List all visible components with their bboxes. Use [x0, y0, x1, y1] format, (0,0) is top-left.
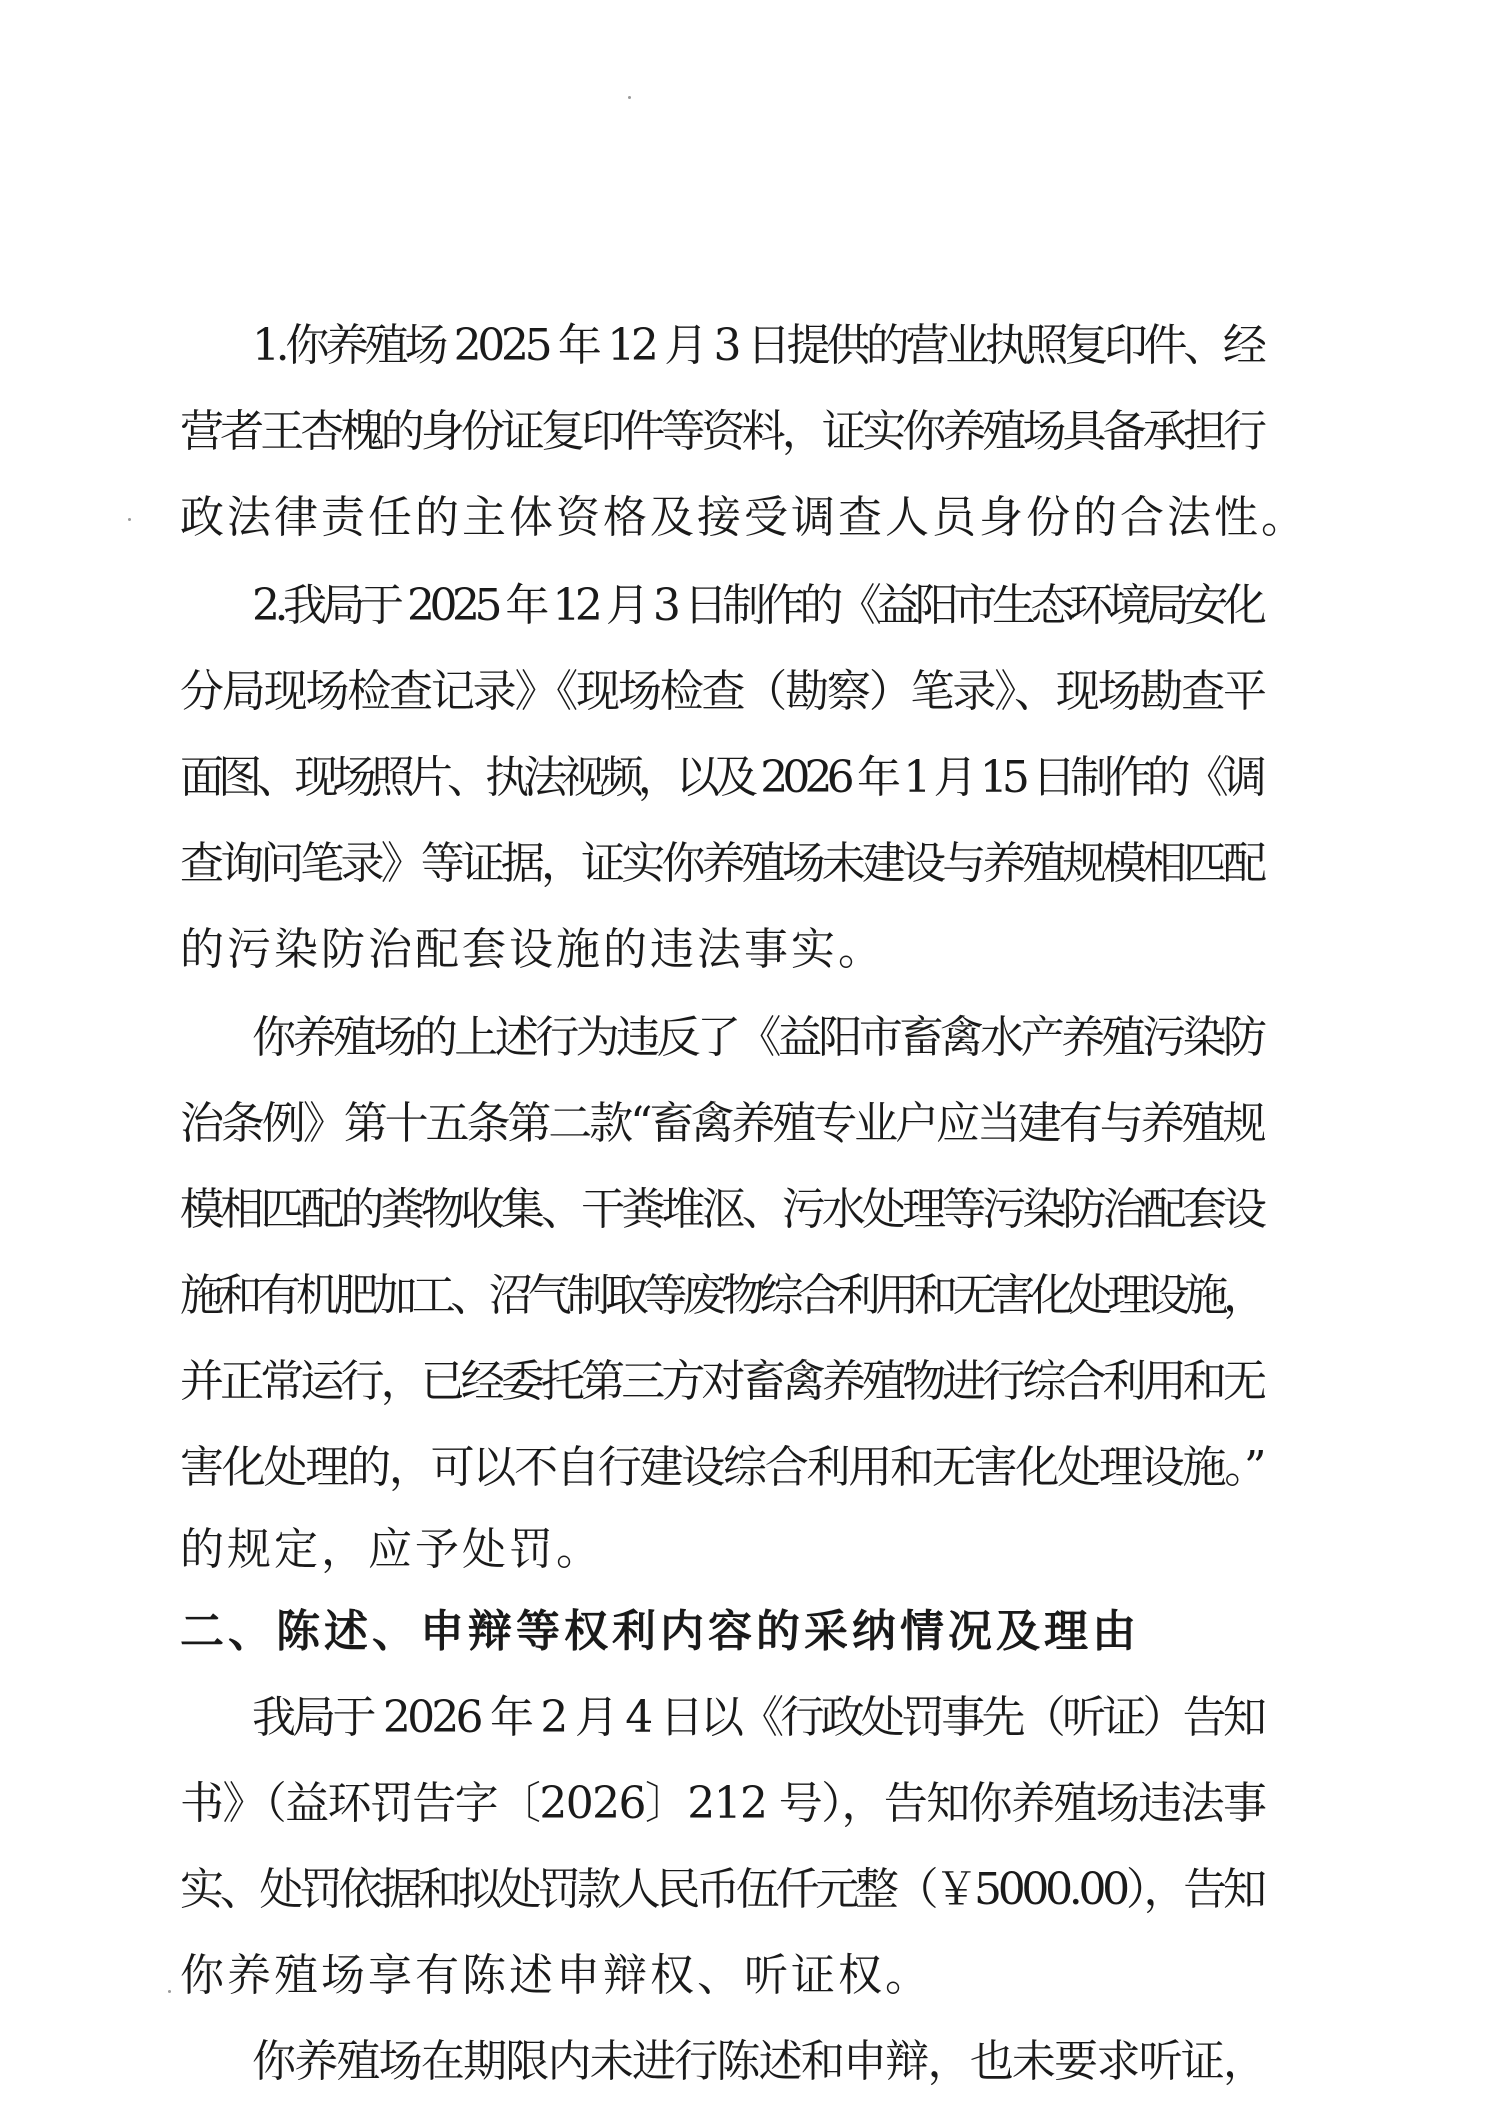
paragraph-1-line-1: 1.你养殖场 2025 年 12 月 3 日提供的营业执照复印件、经: [252, 320, 1263, 371]
section-heading-2: 二、陈述、申辩等权利内容的采纳情况及理由: [180, 1606, 1140, 1657]
paragraph-3-line-2: 治条例》第十五条第二款“畜禽养殖专业户应当建有与养殖规: [180, 1098, 1264, 1149]
paragraph-4-line-1: 我局于 2026 年 2 月 4 日以《行政处罚事先（听证）告知: [252, 1692, 1264, 1743]
scan-speck: [168, 1990, 171, 1993]
paragraph-2-line-5: 的污染防治配套设施的违法事实。: [180, 924, 885, 975]
paragraph-5-line-1: 你养殖场在期限内未进行陈述和申辩，也未要求听证，: [252, 2036, 1266, 2087]
paragraph-4-line-2: 书》（益环罚告字〔2026〕212 号），告知你养殖场违法事: [180, 1778, 1266, 1829]
paragraph-2-line-1: 2.我局于 2025 年 12 月 3 日制作的《益阳市生态环境局安化: [252, 580, 1262, 631]
paragraph-3-line-3: 模相匹配的粪物收集、干粪堆沤、污水处理等污染防治配套设: [180, 1184, 1264, 1235]
paragraph-3-line-1: 你养殖场的上述行为违反了《益阳市畜禽水产养殖污染防: [252, 1012, 1264, 1063]
scan-speck: [628, 96, 631, 99]
paragraph-2-line-3: 面图、现场照片、执法视频，以及 2026 年 1 月 15 日制作的《调: [180, 752, 1262, 803]
paragraph-2-line-4: 查询问笔录》等证据，证实你养殖场未建设与养殖规模相匹配: [180, 838, 1264, 889]
paragraph-3-line-4: 施和有机肥加工、沼气制取等废物综合利用和无害化处理设施，: [180, 1270, 1262, 1321]
scan-speck: [128, 518, 131, 521]
paragraph-1-line-3: 政法律责任的主体资格及接受调查人员身份的合法性。: [180, 492, 1308, 543]
paragraph-3-line-5: 并正常运行，已经委托第三方对畜禽养殖物进行综合利用和无: [180, 1356, 1264, 1407]
paragraph-3-line-7: 的规定，应予处罚。: [180, 1524, 603, 1575]
paragraph-3-line-6: 害化处理的，可以不自行建设综合利用和无害化处理设施。”: [180, 1442, 1265, 1493]
paragraph-2-line-2: 分局现场检查记录》《现场检查（勘察）笔录》、现场勘查平: [180, 666, 1265, 717]
paragraph-4-line-4: 你养殖场享有陈述申辩权、听证权。: [180, 1950, 932, 2001]
paragraph-4-line-3: 实、处罚依据和拟处罚款人民币伍仟元整（￥5000.00），告知: [180, 1864, 1263, 1915]
paragraph-1-line-2: 营者王杏槐的身份证复印件等资料，证实你养殖场具备承担行: [180, 406, 1264, 457]
